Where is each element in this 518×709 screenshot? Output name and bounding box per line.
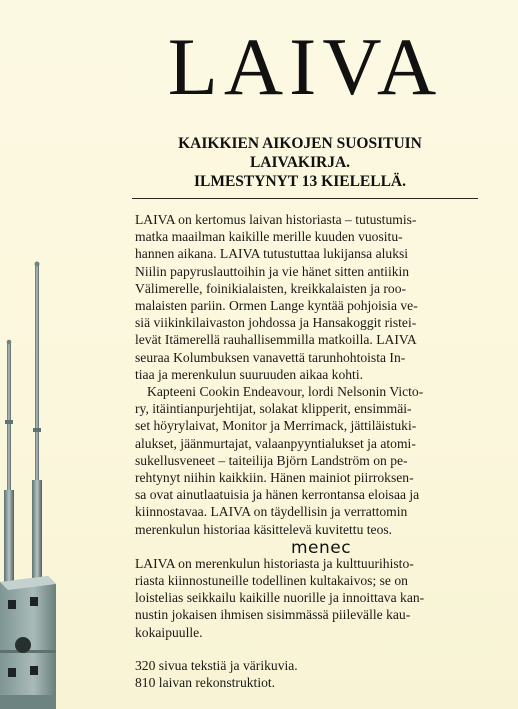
book-title: LAIVA [167, 21, 443, 112]
subtitle-line: KAIKKIEN AIKOJEN SUOSITUIN [178, 135, 422, 152]
text-line: merenkulun historiaa käsittelevä kuvitettu teos. [135, 521, 393, 537]
text-line: nustin jokaisen ihmisen sisimmässä piilevälle kau- [135, 607, 411, 623]
text-line: rehtynyt niihin kaikkiin. Hänen mainiot piirroksen- [135, 470, 414, 486]
text-line: ry, itäintianpurjehtijat, solakat klipperit, ensimmäi- [135, 401, 412, 417]
paragraph-1 [135, 211, 490, 383]
paragraph-2 [135, 383, 490, 538]
text-line: sukellusveneet – taiteilija Björn Landström on pe- [135, 452, 408, 468]
paragraph-3 [135, 555, 490, 641]
text-line: siä viikinkilaivaston johdossa ja Hansakoggit ristei- [135, 315, 417, 331]
text-line: alukset, jäänmurtajat, valaanpyyntialukset ja atomi- [135, 435, 416, 451]
subtitle [140, 134, 460, 191]
spec-line: 810 laivan rekonstruktiot. [135, 675, 276, 691]
book-specs [135, 657, 298, 691]
text-line: Niilin papyruslauttoihin ja vie hänet sitten antiikin [135, 263, 410, 279]
text-line: LAIVA on merenkulun historiasta ja kulttuurihisto- [135, 555, 414, 571]
text-line: malaisten pariin. Ormen Lange kyntää pohjoisia ve- [135, 298, 418, 314]
divider [132, 198, 478, 199]
text-line: set höyrylaivat, Monitor ja Merrimack, jättiläistuki- [135, 418, 417, 434]
text-line: matka maailman kaikille merille kuuden vuositu- [135, 229, 403, 245]
text-line: kiinnostavaa. LAIVA on täydellisin ja verrattomin [135, 504, 408, 520]
text-line: hannen aikana. LAIVA tutustuttaa lukijansa aluksi [135, 246, 409, 262]
text-line: Kapteeni Cookin Endeavour, lordi Nelsonin Victo- [147, 384, 424, 400]
subtitle-line: LAIVAKIRJA. [249, 154, 351, 171]
watermark-stamp: menec [291, 538, 352, 558]
text-line: kokaipuulle. [135, 624, 203, 640]
text-line: levät Itämerellä rauhallisemmilla matkoilla. LAIVA [135, 332, 417, 348]
text-line: tiaa ja merenkulun suuruuden aikaa kohti. [135, 366, 364, 382]
text-line: Välimerelle, foinikialaisten, kreikkalaisten ja roo- [135, 280, 407, 296]
text-line: riasta kiinnostuneille todellinen kultakaivos; se on [135, 573, 408, 589]
ship-mast-illustration [0, 250, 70, 709]
body-text [135, 211, 490, 641]
subtitle-line: ILMESTYNYT 13 KIELELLÄ. [193, 173, 407, 190]
text-line: loistelias seikkailu kaikille nuorille ja innoittava kan- [135, 590, 425, 606]
spec-line: 320 sivua tekstiä ja värikuvia. [135, 658, 298, 673]
text-line: sa ovat ainutlaatuisia ja hänen kerrontansa eloisaa ja [135, 487, 420, 503]
text-line: seuraa Kolumbuksen vanavettä tarunhohtoista In- [135, 349, 406, 365]
text-line: LAIVA on kertomus laivan historiasta – tutustumis- [135, 212, 417, 227]
